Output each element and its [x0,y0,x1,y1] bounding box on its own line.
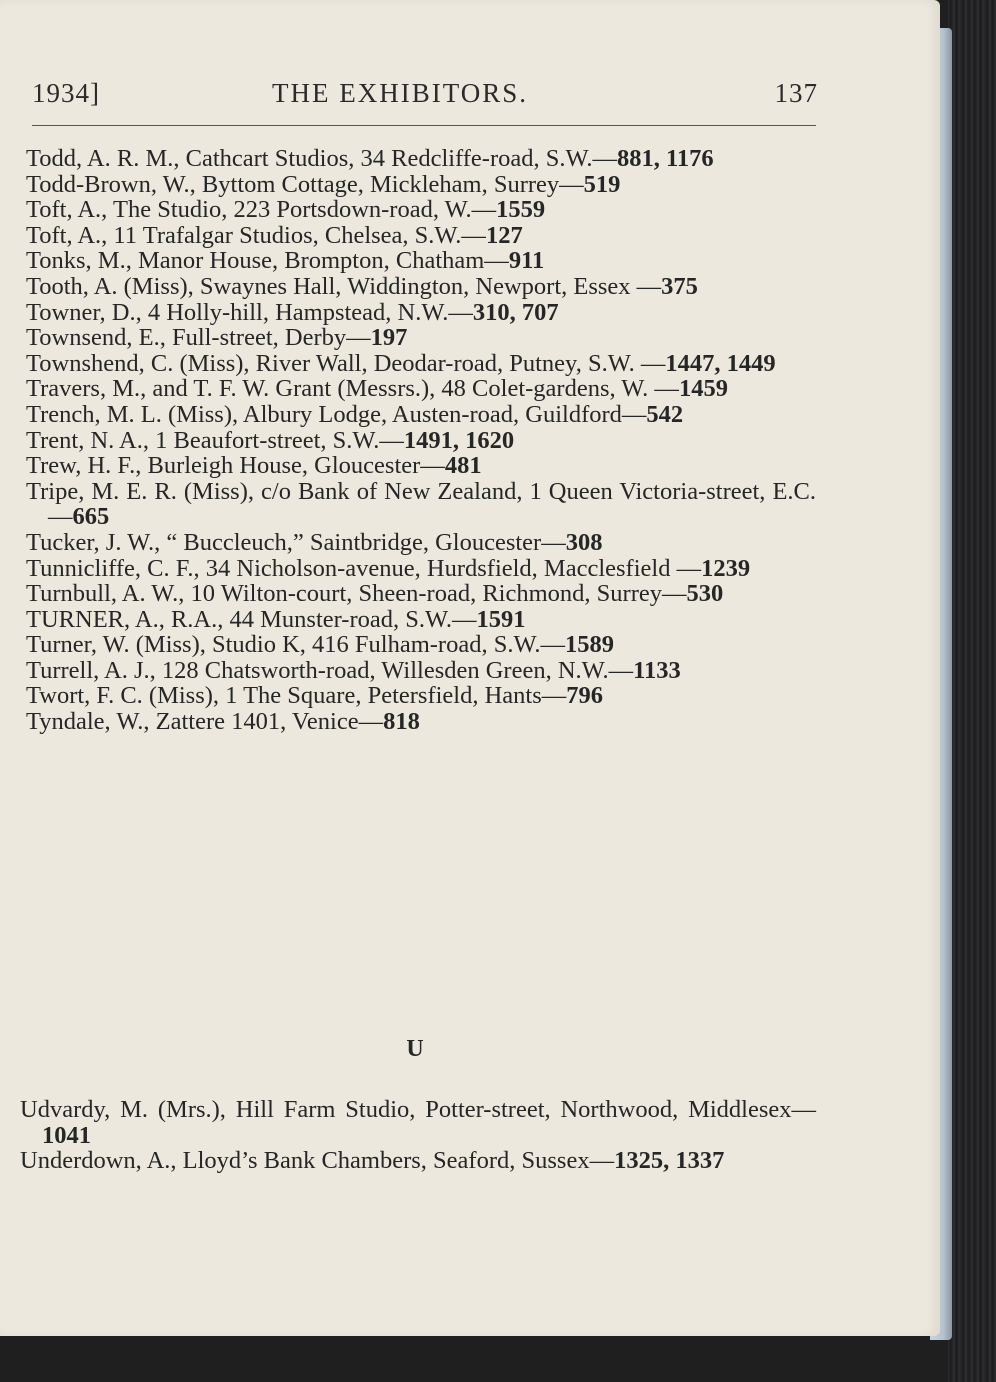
exhibitor-entry [26,658,816,684]
exhibitor-entry [26,248,816,274]
entry-catalogue-numbers: 1589 [564,631,614,659]
entry-catalogue-numbers: 542 [646,400,684,428]
exhibitor-entry [26,581,816,607]
entry-catalogue-numbers: 881, 1176 [617,145,714,172]
entry-text: Twort, F. C. (Miss), 1 The Square, Petersfield, Hants— [26,682,567,710]
entry-text: Travers, M., and T. F. W. Grant (Messrs.), 48 Colet-gardens, W. — [26,375,679,403]
entry-text: Turrell, A. J., 128 Chatsworth-road, Willesden Green, N.W.— [26,656,634,684]
exhibitor-entry [26,428,816,454]
background-table [948,0,996,1382]
entry-text: TURNER, A., R.A., 44 Munster-road, S.W.— [26,605,477,633]
entry-text: Turnbull, A. W., 10 Wilton-court, Sheen-road, Richmond, Surrey— [26,580,687,608]
entry-catalogue-numbers: 127 [485,221,523,249]
entry-text: Tucker, J. W., “ Buccleuch,” Saintbridge, Gloucester— [26,528,566,556]
entry-catalogue-numbers: 1041 [42,1121,91,1149]
exhibitor-entry [26,453,816,479]
entry-text: Trench, M. L. (Miss), Albury Lodge, Austen-road, Guildford— [26,400,647,428]
entry-catalogue-numbers: 519 [583,170,621,198]
entry-catalogue-numbers: 375 [661,272,698,300]
exhibitor-list-t [26,146,816,735]
entry-catalogue-numbers: 1459 [678,375,728,403]
exhibitor-entry [20,1148,816,1174]
exhibitor-entry [26,325,816,351]
exhibitor-entry [26,607,816,633]
header-rule [32,125,816,126]
entry-text: Trew, H. F., Burleigh House, Gloucester— [26,452,445,480]
exhibitor-entry [26,274,816,300]
section-letter: U [406,1036,424,1062]
entry-text: Tripe, M. E. R. (Miss), c/o Bank of New Zealand, 1 Queen Victoria-street, E.C.— [26,477,816,531]
entry-text: Todd, A. R. M., Cathcart Studios, 34 Redcliffe-road, S.W.— [26,145,618,172]
entry-catalogue-numbers: 796 [566,682,604,710]
entry-text: Townsend, E., Full-street, Derby— [26,324,371,352]
exhibitor-entry [26,376,816,402]
entry-catalogue-numbers: 308 [565,528,603,556]
exhibitor-entry [26,172,816,198]
entry-catalogue-numbers: 1239 [701,554,751,582]
entry-text: Underdown, A., Lloyd’s Bank Chambers, Seaford, Sussex— [20,1147,615,1175]
entry-catalogue-numbers: 481 [444,452,482,480]
exhibitor-entry [20,1097,816,1148]
entry-text: Townshend, C. (Miss), River Wall, Deodar-road, Putney, S.W. — [26,349,666,377]
exhibitor-entry [26,223,816,249]
entry-text: Tunnicliffe, C. F., 34 Nicholson-avenue, Hurdsfield, Macclesfield — [26,554,702,582]
page-number: 137 [774,78,818,108]
entry-catalogue-numbers: 818 [383,708,420,736]
exhibitor-entry [26,683,816,709]
exhibitor-entry [26,709,816,735]
entry-catalogue-numbers: 1133 [633,656,681,684]
exhibitor-entry [26,300,816,326]
entry-catalogue-numbers: 1447, 1449 [665,349,776,377]
exhibitor-entry [26,351,816,377]
entry-text: Tyndale, W., Zattere 1401, Venice— [26,708,384,736]
entry-catalogue-numbers: 1591 [476,605,526,633]
entry-text: Towner, D., 4 Holly-hill, Hampstead, N.W.— [26,298,473,326]
entry-catalogue-numbers: 310, 707 [472,298,559,326]
exhibitor-entry [26,402,816,428]
exhibitor-entry [26,530,816,556]
entry-catalogue-numbers: 1559 [496,196,546,224]
running-head [32,78,818,112]
entry-text: Trent, N. A., 1 Beaufort-street, S.W.— [26,426,404,454]
entry-text: Todd-Brown, W., Byttom Cottage, Mickleham, Surrey— [26,170,584,198]
entry-catalogue-numbers: 530 [686,580,724,608]
entry-catalogue-numbers: 1325, 1337 [614,1147,725,1175]
header-year: 1934] [32,78,100,108]
entry-text: Toft, A., The Studio, 223 Portsdown-road, W.— [26,196,497,224]
exhibitor-entry [26,146,816,172]
exhibitor-entry [26,632,816,658]
entry-text: Turner, W. (Miss), Studio K, 416 Fulham-road, S.W.— [26,631,565,659]
exhibitor-entry [26,197,816,223]
entry-text: Tonks, M., Manor House, Brompton, Chatham— [26,247,509,275]
entry-catalogue-numbers: 197 [370,324,408,352]
exhibitor-list-u [20,1097,816,1174]
entry-text: Tooth, A. (Miss), Swaynes Hall, Widdington, Newport, Essex — [26,272,662,300]
entry-catalogue-numbers: 1491, 1620 [403,426,515,454]
header-title: THE EXHIBITORS. [272,78,528,108]
entry-text: Toft, A., 11 Trafalgar Studios, Chelsea, S.W.— [26,221,486,249]
entry-text: Udvardy, M. (Mrs.), Hill Farm Studio, Potter-street, Northwood, Middlesex— [20,1096,816,1123]
entry-catalogue-numbers: 911 [508,247,545,275]
exhibitor-entry [26,479,816,530]
entry-catalogue-numbers: 665 [72,503,110,531]
exhibitor-entry [26,556,816,582]
